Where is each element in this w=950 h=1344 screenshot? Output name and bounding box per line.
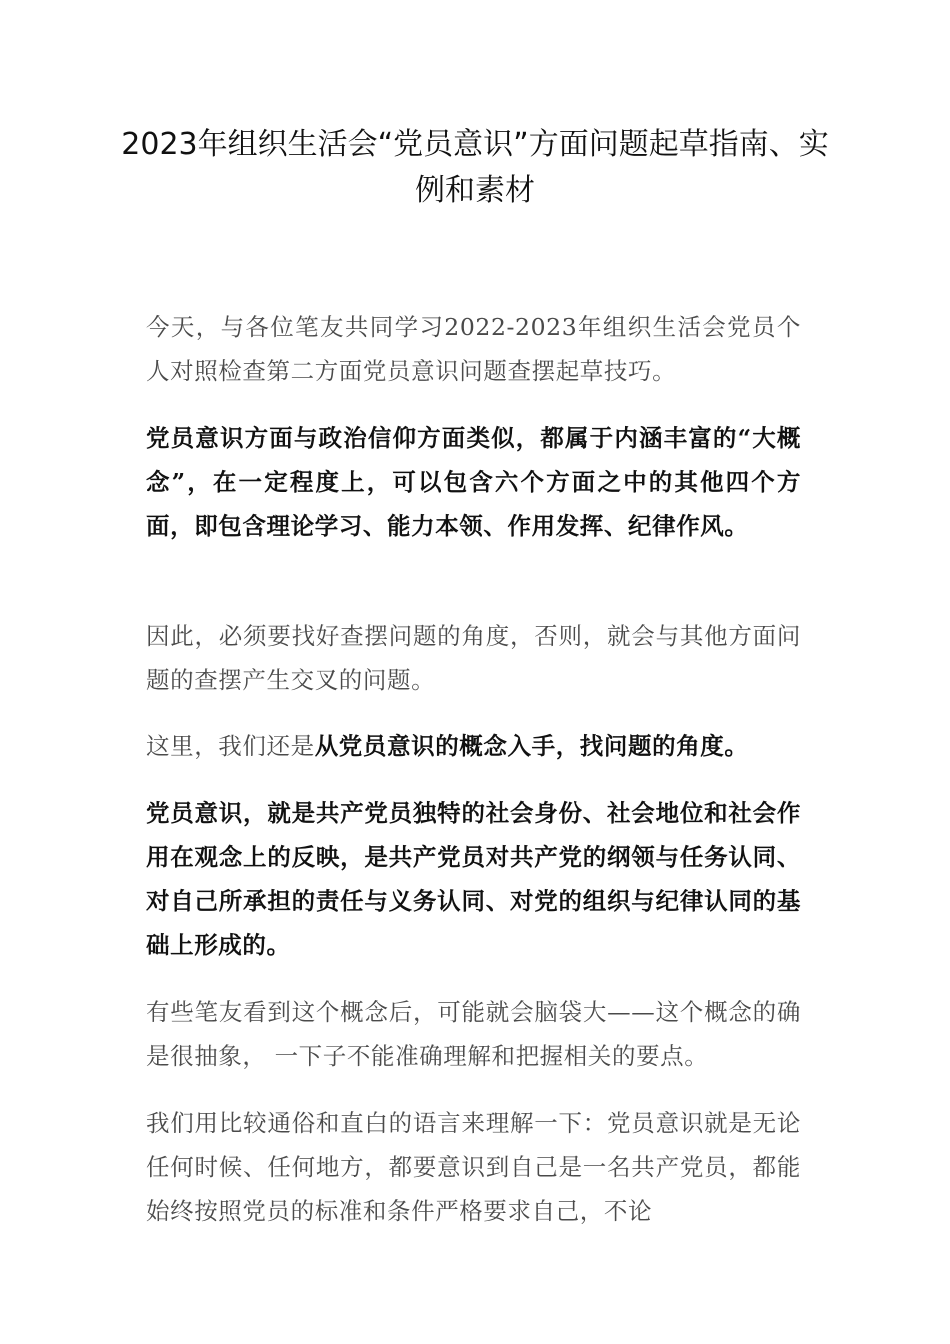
paragraph-angle-note: 因此，必须要找好查摆问题的角度，否则，就会与其他方面问题的查摆产生交叉的问题。 [146,622,801,694]
paragraph-abstract-note: 有些笔友看到这个概念后，可能就会脑袋大——这个概念的确是很抽象， 一下子不能准确理解和把握相关的要点。 [146,998,801,1070]
paragraph-definition: 党员意识，就是共产党员独特的社会身份、社会地位和社会作用在观念上的反映，是共产党员对共产党的纲领与任务认同、对自己所承担的责任与义务认同、对党的组织与纪律认同的基础上形成的。 [146,799,801,959]
paragraph-concept-overview: 党员意识方面与政治信仰方面类似，都属于内涵丰富的“大概念”，在一定程度上，可以包含六个方面之中的其他四个方面，即包含理论学习、能力本领、作用发挥、纪律作风。 [146,424,801,540]
paragraph-plain-explanation: 我们用比较通俗和直白的语言来理解一下：党员意识就是无论任何时候、任何地方，都要意识到自己是一名共产党员，都能始终按照党员的标准和条件严格要求自己，不论 [146,1109,801,1225]
approach-plain-text: 这里，我们还是 [146,732,315,760]
paragraph-approach [146,724,801,768]
paragraph-intro: 今天，与各位笔友共同学习2022-2023年组织生活会党员个人对照检查第二方面党员意识问题查摆起草技巧。 [146,313,801,385]
approach-bold-text: 从党员意识的概念入手，找问题的角度。 [314,732,749,760]
document-title: 2023年组织生活会“党员意识”方面问题起草指南、实例和素材 [121,127,829,208]
